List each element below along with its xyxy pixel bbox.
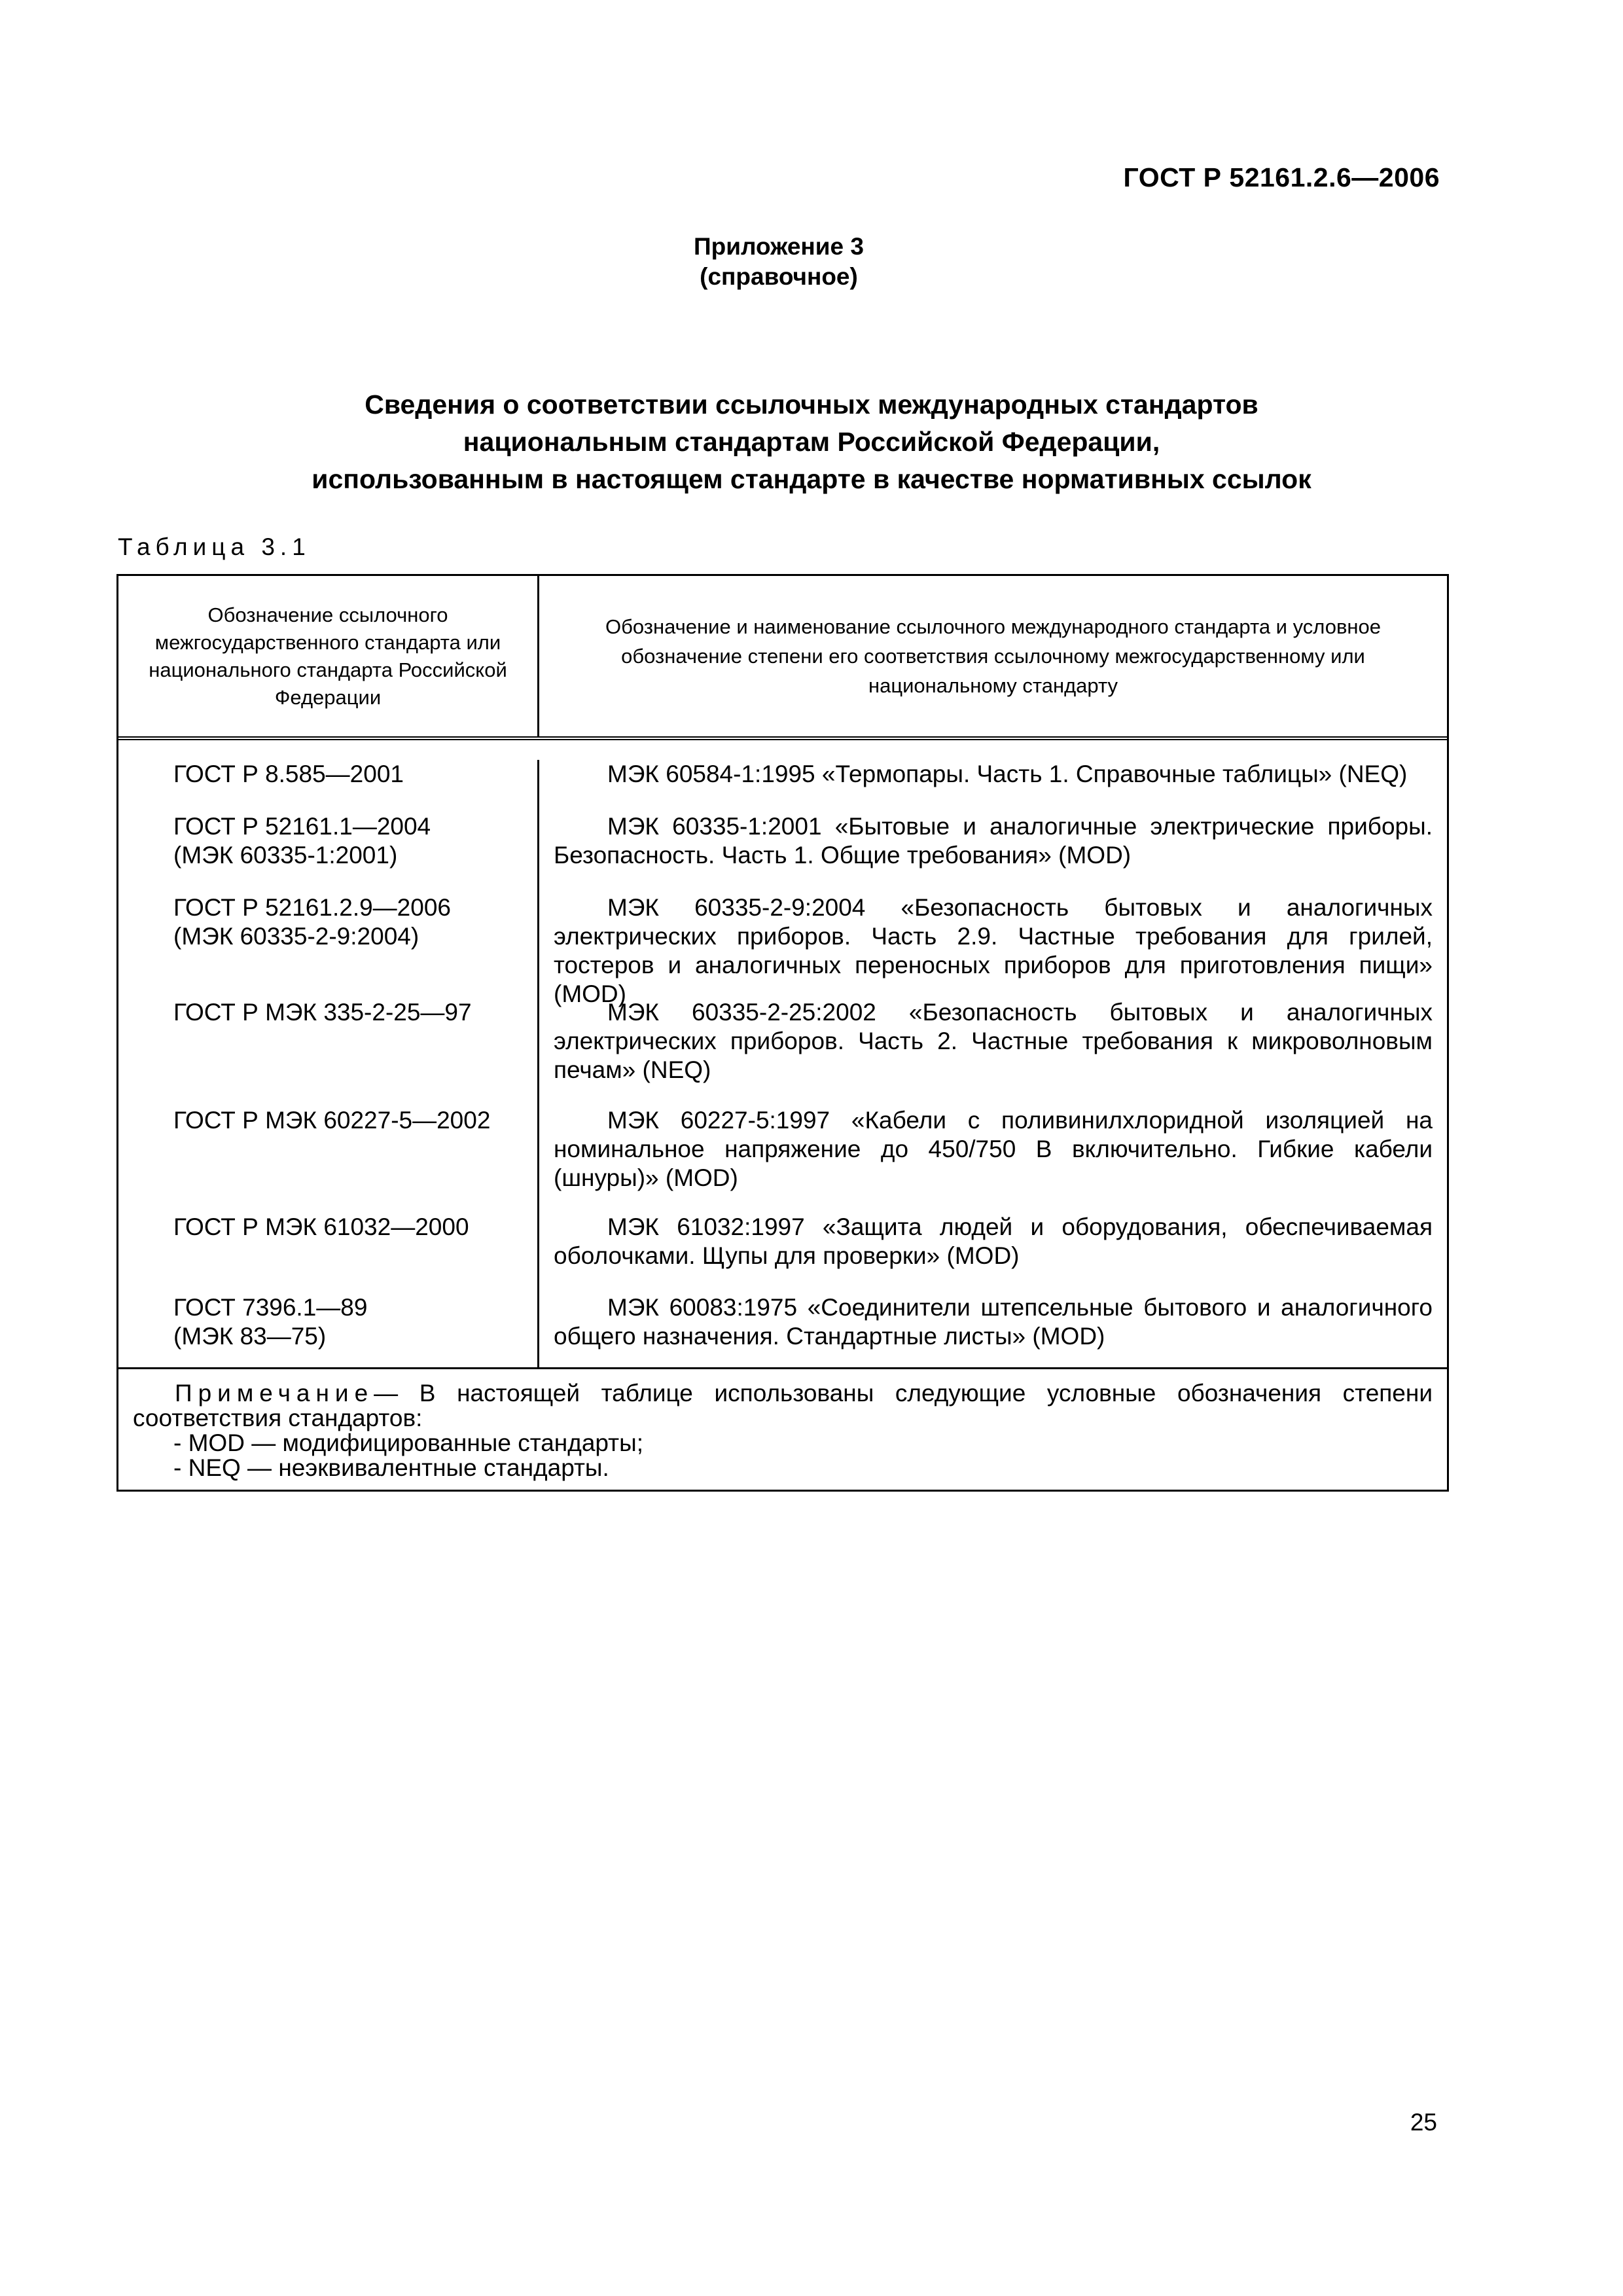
national-standard-code: ГОСТ Р МЭК 335-2-25—97 (173, 999, 472, 1026)
appendix-number: Приложение 3 (694, 233, 864, 260)
page-number: 25 (1410, 2109, 1437, 2136)
appendix-heading (681, 232, 877, 292)
national-standard-code: ГОСТ Р МЭК 61032—2000 (173, 1213, 469, 1240)
table-row (118, 1213, 1447, 1293)
national-standard-code: ГОСТ Р 52161.1—2004 (173, 813, 431, 840)
national-standard-cell (118, 893, 539, 998)
table-note (118, 1367, 1447, 1490)
national-standard-cell (118, 1106, 539, 1213)
table-row (118, 1106, 1447, 1213)
international-standard-cell: МЭК 60584-1:1995 «Термопары. Часть 1. Справочные таблицы» (NEQ) (607, 761, 1408, 787)
table-body (118, 740, 1447, 1367)
document-code: ГОСТ Р 52161.2.6—2006 (1123, 162, 1440, 192)
national-standard-code: ГОСТ Р 8.585—2001 (173, 761, 404, 787)
note-item-mod: - MOD — модифицированные стандарты; (173, 1429, 643, 1456)
page-title (118, 386, 1505, 498)
note-text: — В настоящей таблице использованы следующие условные обозначения степени соответствия стандартов: (133, 1380, 1433, 1431)
international-standard-cell: МЭК 60335-2-9:2004 «Безопасность бытовых и аналогичных электрических приборов. Часть 2.9. Частные требования для грилей, тостеров и аналогичных переносных приборов для приготовления пищи» (MOD) (554, 894, 1433, 1007)
note-label: Примечание (175, 1380, 374, 1407)
note-item-neq: - NEQ — неэквивалентные стандарты. (173, 1454, 609, 1481)
title-line-2: национальным стандартам Российской Федерации, (463, 427, 1160, 457)
national-standard-cell (118, 760, 539, 812)
equivalent-standard-code: (МЭК 60335-1:2001) (173, 842, 398, 869)
national-standard-code: ГОСТ Р МЭК 60227-5—2002 (173, 1107, 491, 1134)
national-standard-cell (118, 998, 539, 1106)
equivalent-standard-code: (МЭК 60335-2-9:2004) (173, 923, 419, 950)
national-standard-code: ГОСТ 7396.1—89 (173, 1294, 368, 1321)
note-heading (133, 1381, 1433, 1431)
title-line-1: Сведения о соответствии ссылочных международных стандартов (365, 389, 1258, 420)
equivalent-standard-code: (МЭК 83—75) (173, 1323, 327, 1350)
national-standard-cell (118, 1213, 539, 1293)
international-standard-cell: МЭК 60227-5:1997 «Кабели с поливинилхлоридной изоляцией на номинальное напряжение до 450/750 В включительно. Гибкие кабели (шнуры)» (MOD) (554, 1107, 1433, 1191)
title-line-3: использованным в настоящем стандарте в качестве нормативных ссылок (312, 464, 1311, 494)
international-standard-cell: МЭК 60335-1:2001 «Бытовые и аналогичные электрические приборы. Безопасность. Часть 1. Общие требования» (MOD) (554, 813, 1433, 869)
table-header (118, 576, 1447, 740)
header-national-standard: Обозначение ссылочного межгосударственного стандарта или национального стандарта Российской Федерации (118, 576, 539, 736)
table-row (118, 893, 1447, 1007)
references-table (116, 574, 1449, 1492)
table-label: Таблица 3.1 (118, 533, 311, 560)
national-standard-cell (118, 1293, 539, 1367)
header-international-standard: Обозначение и наименование ссылочного международного стандарта и условное обозначение степени его соответствия ссылочному межгосударственному или национальному стандарту (605, 615, 1382, 697)
international-standard-cell: МЭК 60083:1975 «Соединители штепсельные бытового и аналогичного общего назначения. Стандартные листы» (MOD) (554, 1294, 1433, 1350)
international-standard-cell: МЭК 60335-2-25:2002 «Безопасность бытовых и аналогичных электрических приборов. Часть 2. Частные требования к микроволновым печам» (NEQ) (554, 999, 1433, 1083)
table-row (118, 760, 1447, 812)
appendix-type: (справочное) (700, 263, 858, 290)
national-standard-cell (118, 812, 539, 893)
table-row (118, 812, 1447, 893)
table-row (118, 1293, 1447, 1367)
international-standard-cell: МЭК 61032:1997 «Защита людей и оборудования, обеспечиваемая оболочками. Щупы для проверки» (MOD) (554, 1213, 1433, 1269)
national-standard-code: ГОСТ Р 52161.2.9—2006 (173, 894, 451, 921)
table-row (118, 998, 1447, 1106)
